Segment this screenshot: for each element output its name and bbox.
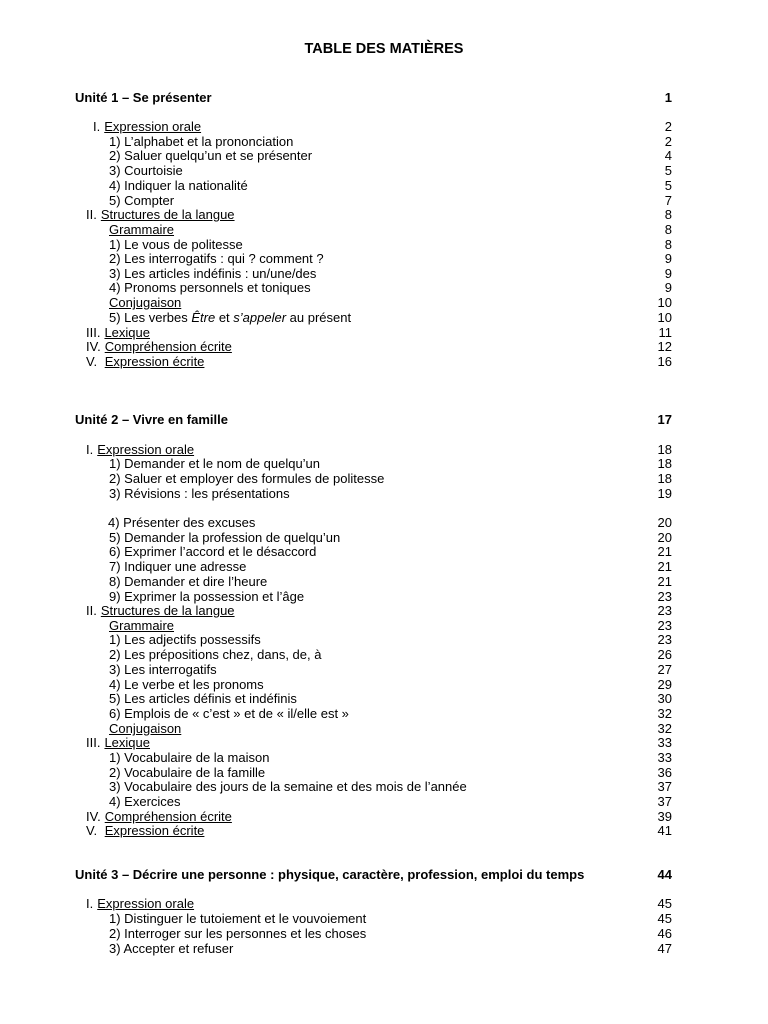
toc-entry-text <box>86 603 235 618</box>
page-number: 8 <box>664 207 672 222</box>
section-numeral: III. <box>86 735 101 750</box>
toc-entry-text <box>109 662 217 677</box>
section-title: Structures de la langue <box>100 603 235 618</box>
toc-entry-text <box>109 178 248 193</box>
page-number: 21 <box>657 574 672 589</box>
toc-entry-text <box>109 237 243 252</box>
toc-item-row <box>0 134 768 149</box>
section-title: Lexique <box>104 735 150 750</box>
item-title: 1) Le vous de politesse <box>109 237 243 252</box>
toc-item-row <box>0 574 768 589</box>
toc-entry-text <box>109 574 267 589</box>
toc-entry-text <box>109 691 297 706</box>
toc-entry-text <box>109 911 366 926</box>
page-number: 5 <box>664 178 672 193</box>
toc-entry-text <box>109 530 340 545</box>
toc-item-row <box>0 618 768 633</box>
page-number: 46 <box>657 926 672 941</box>
page-number: 21 <box>657 544 672 559</box>
toc-entry-text <box>86 354 204 369</box>
item-title: 7) Indiquer une adresse <box>109 559 247 574</box>
toc-item-row <box>0 662 768 677</box>
page-number: 10 <box>657 295 672 310</box>
entry-fragment: au présent <box>286 310 352 325</box>
toc-section-row <box>0 735 768 750</box>
page-number: 10 <box>657 310 672 325</box>
toc-section-row <box>0 354 768 369</box>
item-title: 1) Demander et le nom de quelqu’un <box>109 456 321 471</box>
toc-entry-text <box>109 544 316 559</box>
item-title: 2) Saluer quelqu’un et se présenter <box>109 148 313 163</box>
page-number: 26 <box>657 647 672 662</box>
toc-item-row <box>0 559 768 574</box>
section-title: Expression orale <box>104 119 202 134</box>
toc-item-row <box>0 280 768 295</box>
page-number: 29 <box>657 677 672 692</box>
section-title: Compréhension écrite <box>104 809 232 824</box>
subsection-title: Conjugaison <box>109 295 182 310</box>
toc-unit-row <box>0 412 768 427</box>
toc-item-row <box>0 721 768 736</box>
page-number: 16 <box>657 354 672 369</box>
toc-entry-text <box>93 119 201 134</box>
subsection-title: Grammaire <box>109 222 175 237</box>
item-title: 3) Courtoisie <box>109 163 183 178</box>
page-number: 23 <box>657 589 672 604</box>
toc-item-row <box>0 178 768 193</box>
page-number: 1 <box>664 90 672 105</box>
toc-item-row <box>0 530 768 545</box>
toc-section-row <box>0 442 768 457</box>
page-number: 45 <box>657 911 672 926</box>
toc-entry-text <box>75 412 228 427</box>
toc-entry-text <box>108 515 255 530</box>
toc-item-row <box>0 251 768 266</box>
section-numeral: I. <box>93 119 101 134</box>
toc-entry-text <box>109 280 311 295</box>
page-number: 17 <box>657 412 672 427</box>
toc-section-row <box>0 603 768 618</box>
item-title: 9) Exprimer la possession et l’âge <box>109 589 305 604</box>
item-title: 8) Demander et dire l’heure <box>109 574 268 589</box>
toc-entry-text <box>109 134 293 149</box>
toc-item-row <box>0 237 768 252</box>
toc-item-row <box>0 310 768 325</box>
entry-fragment: et <box>215 310 234 325</box>
page-number: 21 <box>657 559 672 574</box>
page-number: 20 <box>657 530 672 545</box>
toc-section-row <box>0 207 768 222</box>
toc-entry-text <box>109 618 174 633</box>
toc-item-row <box>0 779 768 794</box>
page-number: 7 <box>664 193 672 208</box>
section-title: Compréhension écrite <box>104 339 232 354</box>
page-number: 33 <box>657 735 672 750</box>
page-number: 4 <box>664 148 672 163</box>
toc-section-row <box>0 823 768 838</box>
toc-item-row <box>0 266 768 281</box>
toc-entry-text <box>86 442 194 457</box>
page-number: 11 <box>658 325 672 340</box>
toc-item-row <box>0 589 768 604</box>
page-number: 9 <box>664 266 672 281</box>
toc-unit-row <box>0 867 768 882</box>
toc-entry-text <box>86 896 194 911</box>
toc-item-row <box>0 926 768 941</box>
page-number: 33 <box>657 750 672 765</box>
toc-section-row <box>0 809 768 824</box>
item-title: 4) Exercices <box>109 794 181 809</box>
page-number: 30 <box>657 691 672 706</box>
toc-entry-text <box>75 90 212 105</box>
item-title: 5) Les articles définis et indéfinis <box>109 691 297 706</box>
section-title: Expression orale <box>97 442 195 457</box>
toc-item-row <box>0 515 768 530</box>
toc-entry-text <box>109 926 366 941</box>
unit-title: Unité 3 – Décrire une personne : physique, caractère, profession, emploi du temps <box>75 867 585 882</box>
unit-title: Unité 2 – Vivre en famille <box>75 412 228 427</box>
page-number: 18 <box>657 442 672 457</box>
item-title: 2) Les prépositions chez, dans, de, à <box>109 647 322 662</box>
toc-item-row <box>0 148 768 163</box>
section-numeral: IV. <box>86 809 101 824</box>
toc-entry-text <box>109 794 181 809</box>
page-number: 9 <box>664 280 672 295</box>
item-title: 3) Révisions : les présentations <box>109 486 290 501</box>
toc-item-row <box>0 647 768 662</box>
section-numeral: III. <box>86 325 101 340</box>
toc-section-row <box>0 339 768 354</box>
page-number: 18 <box>657 456 672 471</box>
item-title: 5) Compter <box>109 193 175 208</box>
toc-item-row <box>0 544 768 559</box>
toc-section-row <box>0 896 768 911</box>
toc-entry-text <box>86 823 204 838</box>
toc-item-row <box>0 691 768 706</box>
toc-entry-text <box>109 750 269 765</box>
item-title: 2) Interroger sur les personnes et les choses <box>109 926 367 941</box>
page-number: 23 <box>657 618 672 633</box>
section-title: Expression orale <box>97 896 195 911</box>
item-title: 1) Vocabulaire de la maison <box>109 750 270 765</box>
page-number: 12 <box>657 339 672 354</box>
toc-entry-text <box>109 486 290 501</box>
toc-entry-text <box>109 471 384 486</box>
toc-entry-text <box>109 559 246 574</box>
subsection-title: Grammaire <box>109 618 175 633</box>
toc-entry-text <box>109 148 312 163</box>
item-title: 1) Les adjectifs possessifs <box>109 632 261 647</box>
section-numeral: V. <box>86 354 101 369</box>
toc-entry-text <box>109 706 349 721</box>
toc-item-row <box>0 193 768 208</box>
toc-item-row <box>0 471 768 486</box>
item-title: 6) Exprimer l’accord et le désaccord <box>109 544 317 559</box>
item-title: 2) Vocabulaire de la famille <box>109 765 266 780</box>
toc-item-row <box>0 295 768 310</box>
page-number: 23 <box>657 603 672 618</box>
toc-section-row <box>0 325 768 340</box>
toc-entry-text <box>86 735 150 750</box>
section-numeral: II. <box>86 603 97 618</box>
page-number: 45 <box>657 896 672 911</box>
item-title: 3) Les interrogatifs <box>109 662 217 677</box>
section-numeral: I. <box>86 896 94 911</box>
page-number: 9 <box>664 251 672 266</box>
page-number: 19 <box>657 486 672 501</box>
toc-entry-text <box>109 779 467 794</box>
toc-entry-text <box>109 721 181 736</box>
toc-unit-row <box>0 90 768 105</box>
toc-entry-text <box>75 867 584 882</box>
toc-item-row <box>0 456 768 471</box>
item-title: 4) Le verbe et les pronoms <box>109 677 264 692</box>
page-number: 2 <box>664 134 672 149</box>
page-number: 36 <box>657 765 672 780</box>
toc-entry-text <box>109 266 316 281</box>
item-title: 4) Présenter des excuses <box>108 515 256 530</box>
item-title: 4) Indiquer la nationalité <box>109 178 248 193</box>
section-title: Structures de la langue <box>100 207 235 222</box>
toc-entry-text <box>86 325 150 340</box>
section-title: Lexique <box>104 325 150 340</box>
section-numeral: V. <box>86 823 101 838</box>
toc-entry-text <box>86 809 232 824</box>
section-numeral: I. <box>86 442 94 457</box>
toc-item-row <box>0 486 768 501</box>
page-number: 5 <box>664 163 672 178</box>
toc-entry-text <box>109 295 181 310</box>
toc-item-row <box>0 794 768 809</box>
section-numeral: IV. <box>86 339 101 354</box>
unit-title: Unité 1 – Se présenter <box>75 90 212 105</box>
item-title: 1) Distinguer le tutoiement et le vouvoiement <box>109 911 367 926</box>
page-number: 2 <box>664 119 672 134</box>
toc-entry-text <box>86 339 232 354</box>
section-numeral: II. <box>86 207 97 222</box>
page-number: 8 <box>664 222 672 237</box>
page-number: 37 <box>657 794 672 809</box>
toc-entry-text <box>109 310 351 325</box>
toc-entry-text <box>109 193 174 208</box>
toc-entry-text <box>109 456 320 471</box>
toc-entry-text <box>109 222 174 237</box>
page-number: 37 <box>657 779 672 794</box>
entry-fragment: 5) Les verbes <box>109 310 192 325</box>
page-number: 8 <box>664 237 672 252</box>
section-title: Expression écrite <box>104 823 205 838</box>
page-number: 32 <box>657 721 672 736</box>
item-title: 3) Les articles indéfinis : un/une/des <box>109 266 317 281</box>
item-title: 4) Pronoms personnels et toniques <box>109 280 311 295</box>
page-number: 47 <box>657 941 672 956</box>
item-title: 6) Emplois de « c’est » et de « il/elle est » <box>109 706 349 721</box>
toc-entry-text <box>109 251 324 266</box>
toc-entry-text <box>109 647 321 662</box>
page-number: 27 <box>657 662 672 677</box>
toc-entry-text <box>109 765 265 780</box>
page-number: 20 <box>657 515 672 530</box>
toc-entry-text <box>109 941 233 956</box>
toc-entry-text <box>109 589 304 604</box>
page-number: 32 <box>657 706 672 721</box>
toc-item-row <box>0 632 768 647</box>
toc-item-row <box>0 911 768 926</box>
toc-item-row <box>0 706 768 721</box>
toc-item-row <box>0 941 768 956</box>
page-title: TABLE DES MATIÈRES <box>304 41 464 57</box>
toc-item-row <box>0 765 768 780</box>
page-number: 41 <box>657 823 672 838</box>
subsection-title: Conjugaison <box>109 721 182 736</box>
item-title: 1) L’alphabet et la prononciation <box>109 134 294 149</box>
entry-fragment: Être <box>191 310 216 325</box>
toc-entry-text <box>109 677 264 692</box>
toc-section-row <box>0 119 768 134</box>
item-title: 3) Vocabulaire des jours de la semaine et des mois de l’année <box>109 779 467 794</box>
toc-item-row <box>0 677 768 692</box>
section-title: Expression écrite <box>104 354 205 369</box>
page-number: 44 <box>657 867 672 882</box>
item-title: 5) Demander la profession de quelqu’un <box>109 530 341 545</box>
toc-item-row <box>0 222 768 237</box>
item-title: 2) Les interrogatifs : qui ? comment ? <box>109 251 324 266</box>
toc-entry-text <box>109 163 183 178</box>
item-title: 3) Accepter et refuser <box>109 941 234 956</box>
item-title: 2) Saluer et employer des formules de politesse <box>109 471 385 486</box>
entry-fragment: s’appeler <box>233 310 287 325</box>
toc-entry-text <box>109 632 261 647</box>
toc-entry-text <box>86 207 235 222</box>
toc-item-row <box>0 750 768 765</box>
page-number: 18 <box>657 471 672 486</box>
toc-item-row <box>0 163 768 178</box>
page-number: 39 <box>657 809 672 824</box>
page-number: 23 <box>657 632 672 647</box>
